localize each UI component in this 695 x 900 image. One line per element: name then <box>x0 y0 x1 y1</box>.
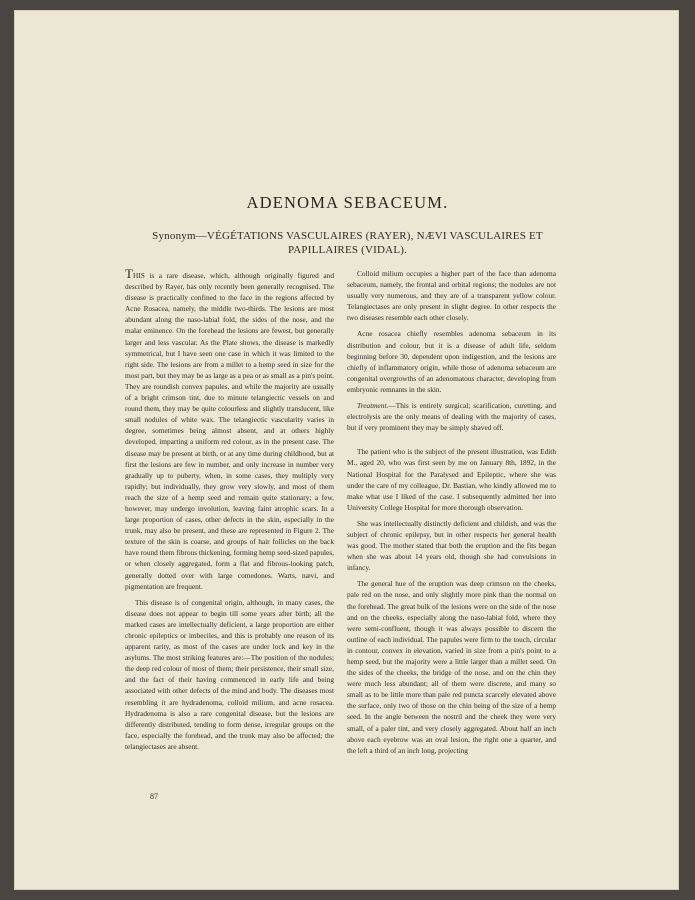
paragraph: The general hue of the eruption was deep crimson on the cheeks, pale red on the nose, and only slightly more pink than the normal on the forehead. The great bulk of the lesions were on the side of the nose and on the cheeks, especially along the naso-labial fold, where they were semi-confluent, though it was always possible to discern the outline of each individual. The papules were firm to the touch, circular in contour, convex in elevation, varied in size from a pin's point to a hemp seed, but the majority were a little larger than a millet seed. On the sides of the cheeks, the bridge of the nose, and on the chin they were much less abundant; all of them were discrete, and many so small as to be little more than pale red puncta scarcely elevated above the surface, only two of those on the chin being of the size of a hemp seed. In the angle between the nostril and the cheek they were very small, of a paler tint, and very closely aggregated. About half an inch above each eyebrow was an oval lesion, the right one a quarter, and the left a third of an inch long, projecting <box>347 579 556 755</box>
paragraph <box>347 400 556 433</box>
paragraph: Colloid milium occupies a higher part of the face than adenoma sebaceum, namely, the frontal and orbital regions; the nodules are not usually very numerous, and they are of a transparent yellow colour. Telangiectases are only present in slight degree. In other respects the two diseases resemble each other closely. <box>347 269 556 323</box>
drop-cap: T <box>125 266 133 281</box>
synonym-subtitle: Synonym—VÉGÉTATIONS VASCULAIRES (RAYER), NÆVI VASCULAIRES ET PAPILLAIRES (VIDAL). <box>152 230 543 256</box>
paragraph <box>125 268 334 592</box>
paragraph: The patient who is the subject of the present illustration, was Edith M., aged 20, who was first seen by me on January 8th, 1892, in the National Hospital for the Paralysed and Epileptic, where she was under the care of my colleague, Dr. Bastian, who kindly allowed me to make what use I liked of the case. I subsequently admitted her into University College Hospital for more thorough observation. <box>347 447 556 512</box>
treatment-label: Treatment. <box>357 401 389 411</box>
paragraph: Acne rosacea chiefly resembles adenoma sebaceum in its distribution and colour, but it is a disease of adult life, seldom beginning before 30, dependent upon indigestion, and the lesions are chiefly of inflammatory origin, while those of adenoma sebaceum are congenital overgrowths of an adenomatous character, developing from embryonic remnants in the skin. <box>347 329 556 394</box>
page-title: ADENOMA SEBACEUM. <box>246 193 449 212</box>
right-column <box>347 268 556 761</box>
left-column <box>125 268 334 757</box>
paragraph: She was intellectually distinctly deficient and childish, and was the subject of chronic epilepsy, but in other respects her general health was good. The mother stated that both the eruption and the fits began when she was about 14 years old, though she had convulsions in infancy. <box>347 518 556 573</box>
paragraph-text: HIS is a rare disease, which, although originally figured and described by Rayer, has only recently been generally recognised. The disease is practically confined to the face in the regions affected by Acne Rosacea, namely, the middle two-thirds. The lesions are most abundant along the naso-labial fold, the sides of the nose, and the malar eminence. On the forehead the lesions are fewest, but generally larger and less vascular. As the Plate shows, the disease is markedly symmetrical, but I have seen one case in which it was limited to the right side. The lesions are from a millet to a hemp seed in size for the most part, but they may be as large as a pea or as small as a pin's point. They are roundish convex papules, and while the majority are usually of a bright crimson tint, due to minute telangiectic vessels on and round them, they may be quite colourless and slightly translucent, like small nodules of white wax. The telangiectic vascularity varies in degree, sometimes being almost absent, and at others highly developed, imparting a uniform red colour, as in the present case. The disease may be present at birth, or at any time during childhood, but at first the lesions are few in number, and only increase in number very gradually up to puberty, when, in some cases, they multiply very rapidly; but individually, they grow very slowly, and most of them reach the size of a hemp seed and remain quite stationary; a few, however, may undergo involution, leaving faint atrophic scars. In a large proportion of cases, other defects in the skin, especially in the trunk, may also be present, and these are represented in Figure 2. The texture of the skin is coarse, and groups of hair follicles on the back have round them fibrous thickening, forming hemp seed-sized papules, or when closely aggregated, form a flat and fibrous-looking patch, generally dotted over with large comedones. Warts, nævi, and pigmentation are frequent. <box>125 271 334 591</box>
page-number: 87 <box>150 792 158 801</box>
paragraph: This disease is of congenital origin, although, in many cases, the disease does not appear to begin till some years after birth; all the marked cases are intellectually deficient, a large proportion are either chronic epileptics or imbeciles, and this is probably one reason of its apparent rarity, as most of the cases are under lock and key in the asylums. The most striking features are:—The position of the nodules; the deep red colour of most of them; their persistence, their small size, and the fact of their having commenced in early life and being associated with other defects of the mind and body. The diseases most resembling it are hydradenoma, colloid milium, and acne rosacea. Hydradenoma is also a rare congenital disease, but the lesions are differently distributed, tending to form dense, irregular groups on the face, especially the forehead, and the trunk may also be affected; the telangiectases are absent. <box>125 597 334 751</box>
paragraph-text: —This is entirely surgical; scarification, curetting, and electrolysis are the only means of dealing with the majority of cases, but if very prominent they may be simply shaved off. <box>347 401 556 433</box>
